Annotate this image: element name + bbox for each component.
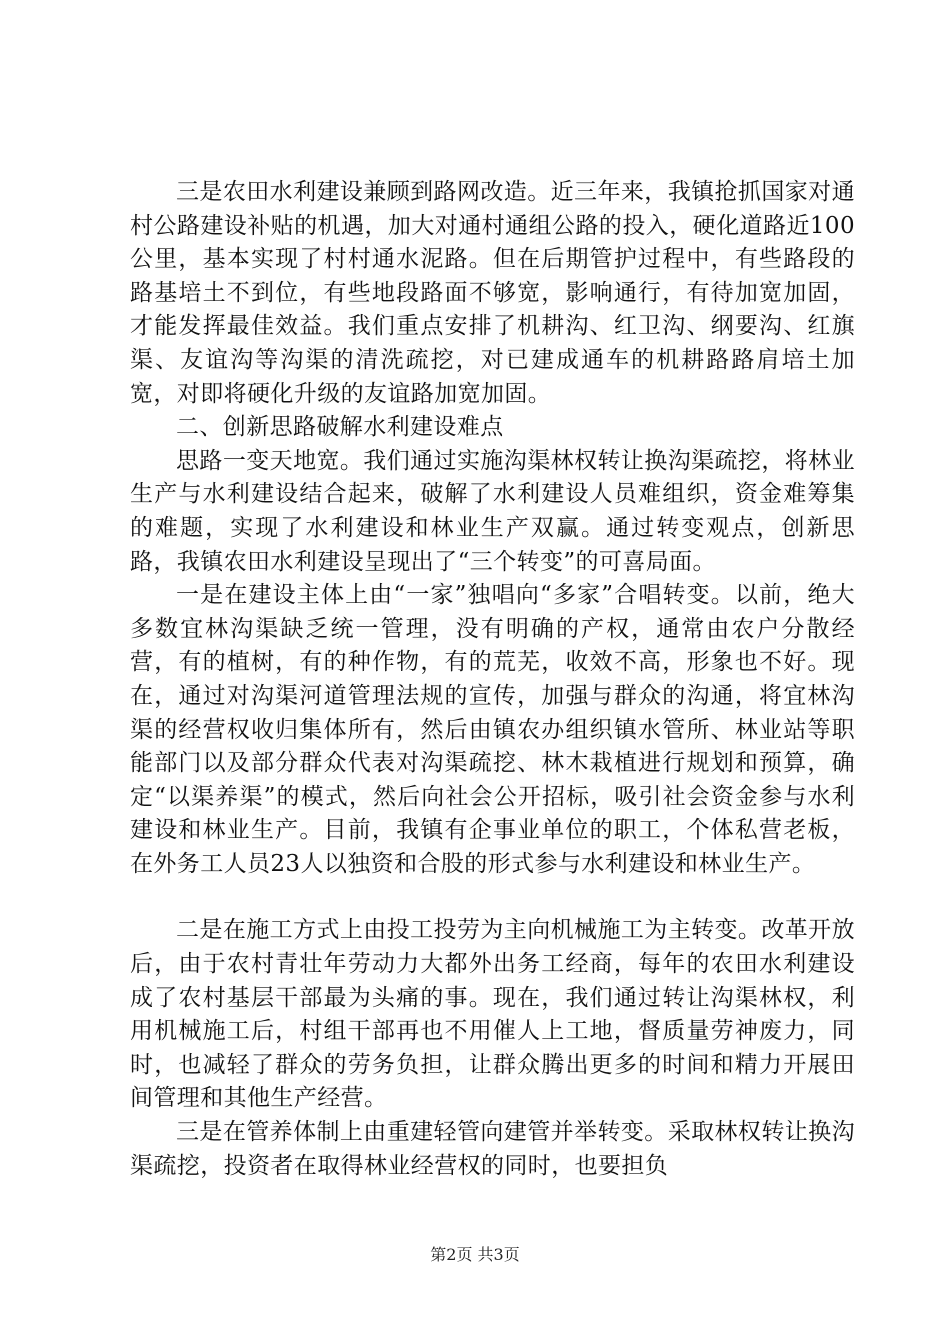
page-number-footer: 第2页 共3页 [430, 1245, 520, 1264]
paragraph-construction-method: 二是在施工方式上由投工投劳为主向机械施工为主转变。改革开放后，由于农村青壮年劳动力大都外出务工经商，每年的农田水利建设成了农村基层干部最为头痛的事。现在，我们通过转让沟渠林权，利用机械施工后，村组干部再也不用催人上工地，督质量劳神废力，同时，也减轻了群众的劳务负担，让群众腾出更多的时间和精力开展田间管理和其他生产经营。 [130, 917, 855, 1112]
paragraph-management-system: 三是在管养体制上由重建轻管向建管并举转变。采取林权转让换沟渠疏挖，投资者在取得林业经营权的同时，也要担负 [130, 1119, 855, 1179]
paragraph-new-thinking: 思路一变天地宽。我们通过实施沟渠林权转让换沟渠疏挖，将林业生产与水利建设结合起来，破解了水利建设人员难组织，资金难筹集的难题，实现了水利建设和林业生产双赢。通过转变观点，创新思路，我镇农田水利建设呈现出了“三个转变”的可喜局面。 [130, 447, 855, 575]
paragraph-road-network: 三是农田水利建设兼顾到路网改造。近三年来，我镇抢抓国家对通村公路建设补贴的机遇，加大对通村通组公路的投入，硬化道路近100公里，基本实现了村村通水泥路。但在后期管护过程中，有些路段的路基培土不到位，有些地段路面不够宽，影响通行，有待加宽加固，才能发挥最佳效益。我们重点安排了机耕沟、红卫沟、纲要沟、红旗渠、友谊沟等沟渠的清洗疏挖，对已建成通车的机耕路路肩培土加宽，对即将硬化升级的友谊路加宽加固。 [130, 179, 855, 407]
section-heading-innovation: 二、创新思路破解水利建设难点 [176, 414, 504, 441]
paragraph-construction-subject: 一是在建设主体上由“一家”独唱向“多家”合唱转变。以前，绝大多数宜林沟渠缺乏统一管理，没有明确的产权，通常由农户分散经营，有的植树，有的种作物，有的荒芜，收效不高，形象也不好。现在，通过对沟渠河道管理法规的宣传，加强与群众的沟通，将宜林沟渠的经营权收归集体所有，然后由镇农办组织镇水管所、林业站等职能部门以及部分群众代表对沟渠疏挖、林木栽植进行规划和预算，确定“以渠养渠”的模式，然后向社会公开招标，吸引社会资金参与水利建设和林业生产。目前，我镇有企事业单位的职工，个体私营老板，在外务工人员23人以独资和合股的形式参与水利建设和林业生产。 [130, 582, 855, 877]
document-body [130, 176, 855, 1183]
